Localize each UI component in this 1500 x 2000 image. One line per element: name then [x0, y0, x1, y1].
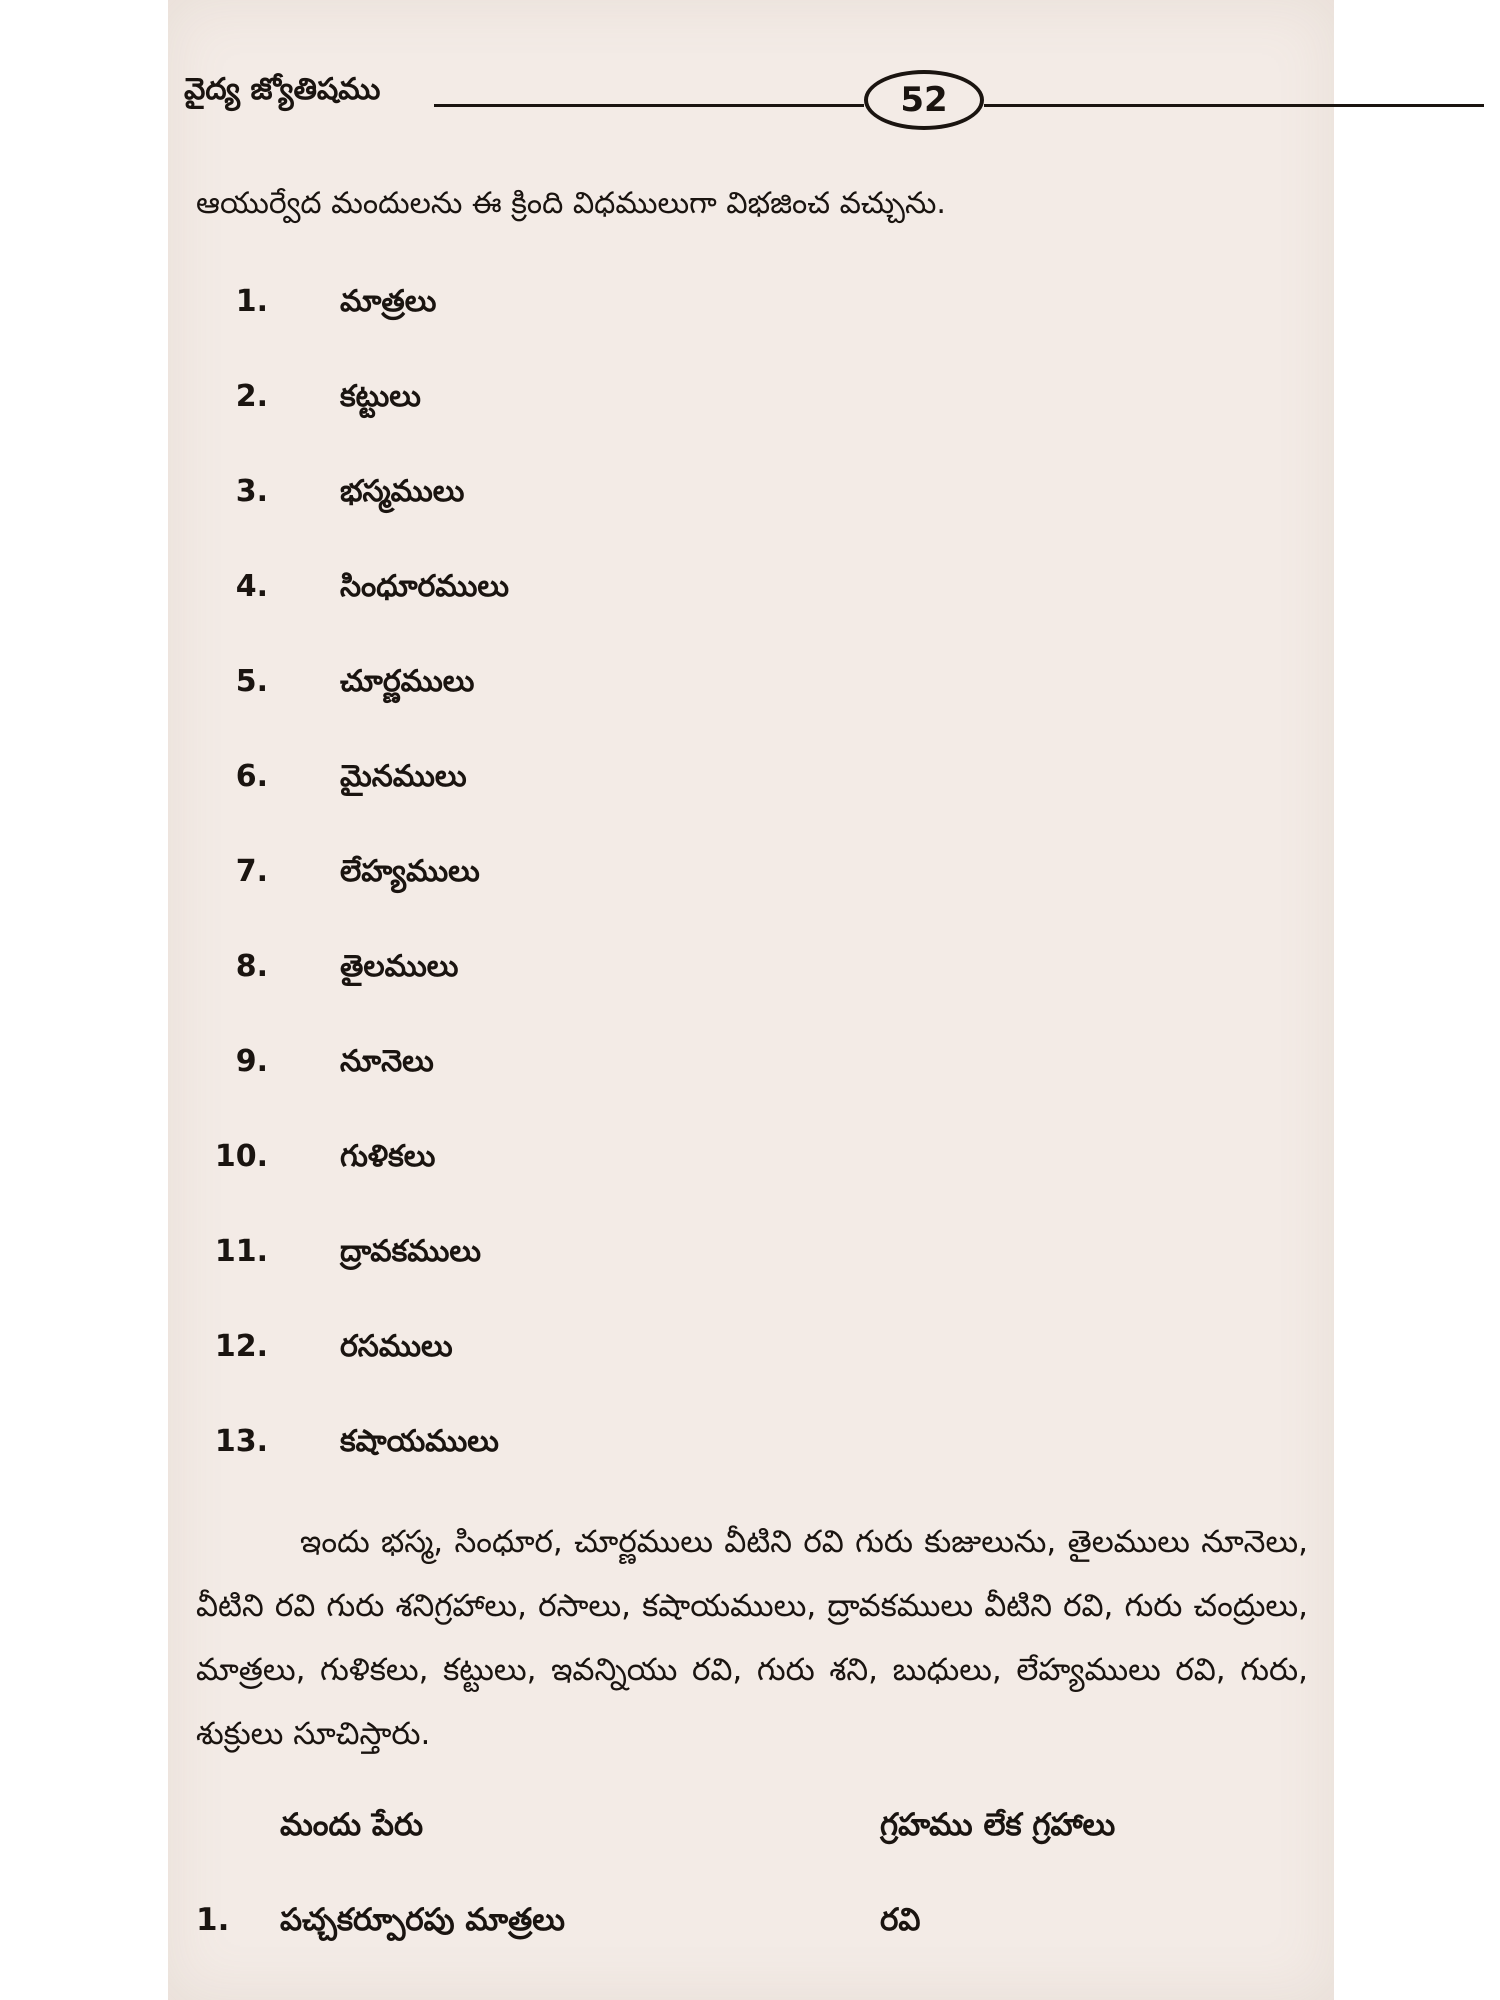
list-item-label: గుళికలు [340, 1139, 436, 1174]
list-item-label: ద్రావకములు [340, 1234, 482, 1269]
list-item-label: చూర్ణములు [340, 664, 475, 699]
list-item-label: మైనములు [340, 759, 467, 794]
list-item-number: 13. [214, 1424, 268, 1459]
page-number: 52 [864, 70, 984, 130]
list-item [0, 280, 700, 324]
book-title: వైద్య జ్యోతిషము [184, 72, 381, 107]
list-item-number: 10. [214, 1139, 268, 1174]
list-item [0, 565, 700, 609]
list-item [0, 850, 700, 894]
list-item [0, 1135, 700, 1179]
list-item [0, 755, 700, 799]
list-item-number: 8. [235, 949, 268, 984]
list-item [0, 470, 700, 514]
page-header [184, 62, 1304, 142]
list-item-number: 11. [214, 1234, 268, 1269]
list-item [0, 1230, 700, 1274]
list-item-label: నూనెలు [340, 1044, 434, 1079]
intro-text: ఆయుర్వేద మందులను ఈ క్రింది విధములుగా విభజించ వచ్చును. [196, 186, 946, 221]
list-item-label: కషాయములు [340, 1424, 499, 1459]
list-item-label: సింధూరములు [340, 569, 510, 604]
list-item [0, 660, 700, 704]
list-item-label: కట్టులు [340, 379, 421, 414]
list-item-label: భస్మములు [340, 474, 465, 509]
list-item-label: లేహ్యములు [340, 854, 480, 889]
list-item-label: రసములు [340, 1329, 453, 1364]
list-item [0, 1420, 700, 1464]
list-item [0, 1325, 700, 1369]
list-item-label: మాత్రలు [340, 284, 437, 319]
list-item-number: 6. [235, 759, 268, 794]
column-header-planet: గ్రహము లేక గ్రహాలు [880, 1807, 1116, 1843]
table-row [0, 1895, 1500, 1945]
list-item-number: 7. [235, 854, 268, 889]
row-number: 1. [196, 1902, 230, 1938]
body-paragraph: ఇందు భస్మ, సింధూర, చూర్ణములు వీటిని రవి గురు కుజులును, తైలములు నూనెలు, వీటిని రవి గురు శనిగ్రహాలు, రసాలు, కషాయములు, ద్రావకములు వీటిని రవి, గురు చంద్రులు, మాత్రలు, గుళికలు, కట్టులు, ఇవన్నియు రవి, గురు శని, బుధులు, లేహ్యములు రవి, గురు, శుక్రులు సూచిస్తారు. [196, 1524, 1308, 1752]
list-item-number: 4. [235, 569, 268, 604]
list-item-number: 5. [235, 664, 268, 699]
list-item-number: 12. [214, 1329, 268, 1364]
list-item [0, 1040, 700, 1084]
list-item-number: 1. [235, 284, 268, 319]
table-header [0, 1800, 1500, 1850]
column-header-medicine: మందు పేరు [280, 1807, 424, 1843]
list-item-number: 9. [235, 1044, 268, 1079]
list-item-number: 3. [235, 474, 268, 509]
header-rule-right [984, 104, 1484, 107]
row-medicine-name: పచ్చకర్పూరపు మాత్రలు [280, 1902, 565, 1938]
list-item-number: 2. [235, 379, 268, 414]
list-item [0, 945, 700, 989]
row-planet: రవి [880, 1902, 921, 1938]
list-item [0, 375, 700, 419]
header-rule-left [434, 104, 864, 107]
list-item-label: తైలములు [340, 949, 459, 984]
